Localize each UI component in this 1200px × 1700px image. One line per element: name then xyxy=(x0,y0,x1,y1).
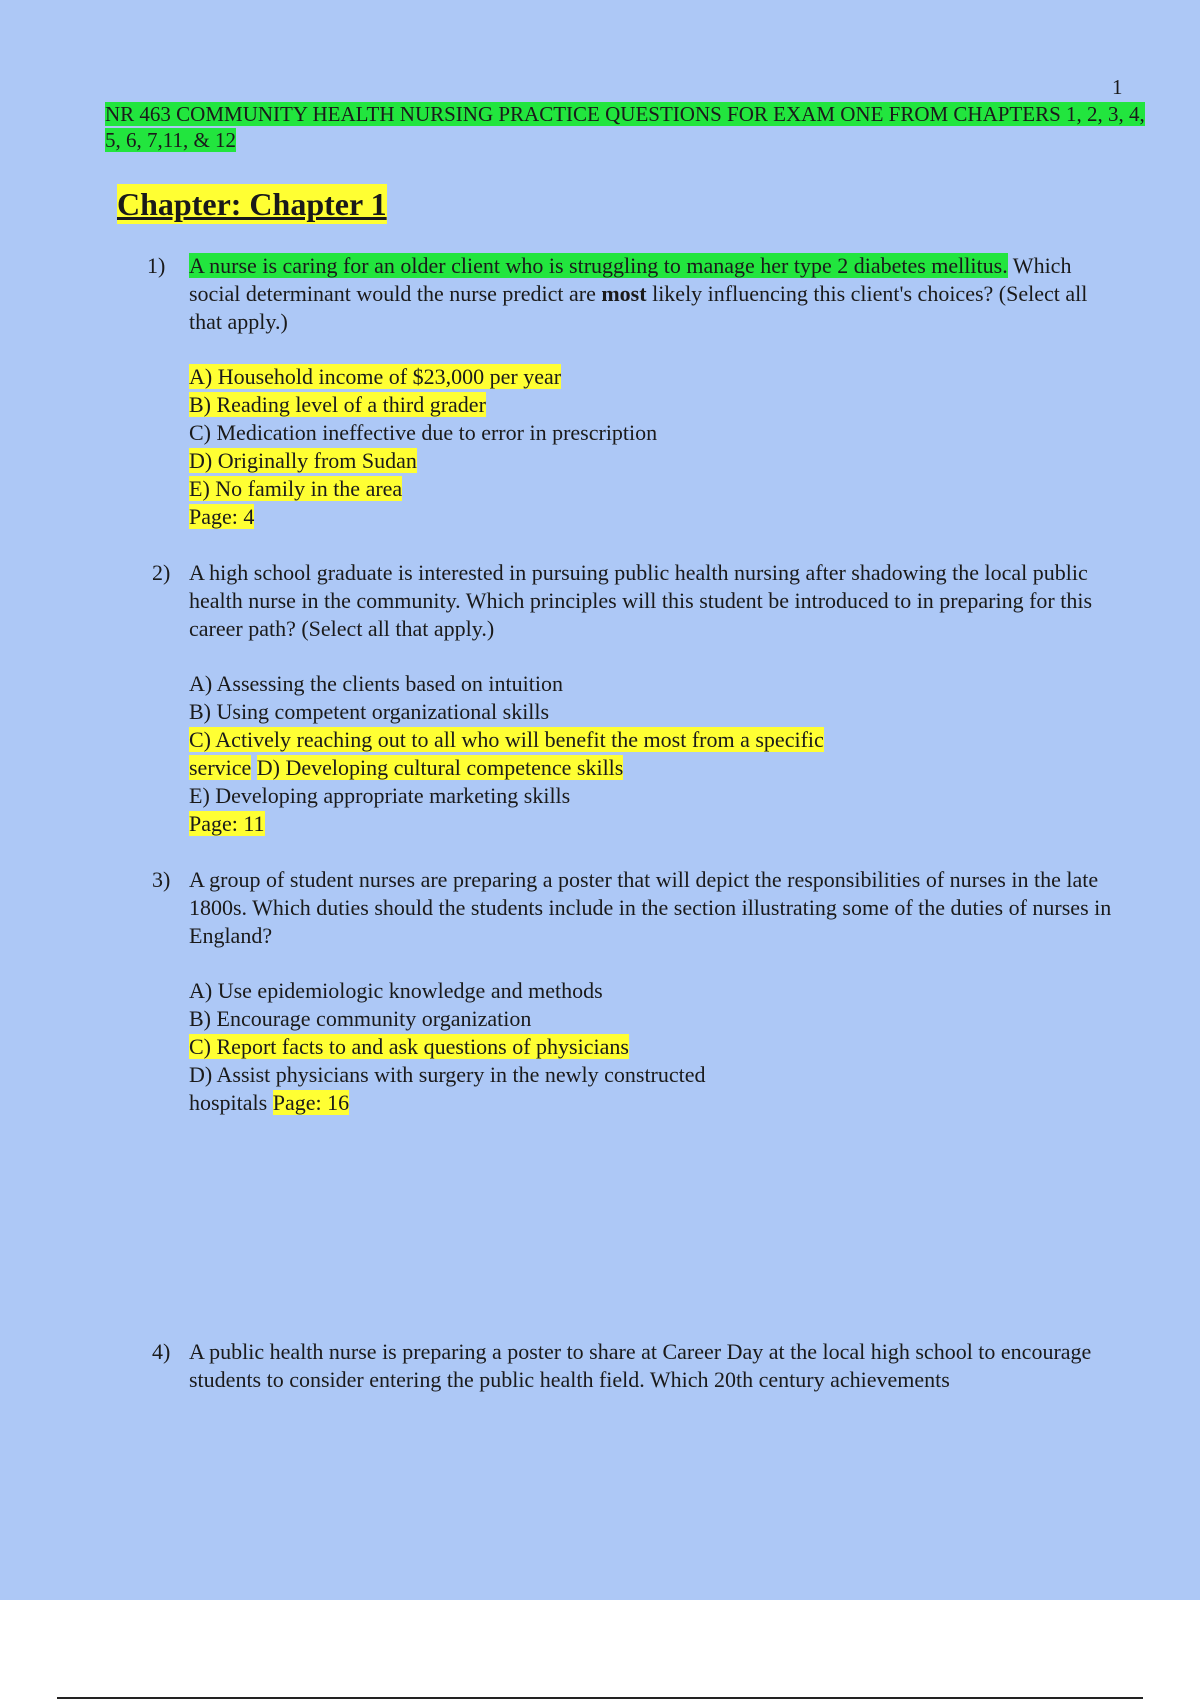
option-text: A) Use epidemiologic knowledge and methods xyxy=(189,978,603,1003)
option-text: B) Encourage community organization xyxy=(189,1006,532,1031)
option-text: D) Originally from Sudan xyxy=(189,448,417,473)
question-3-option-b xyxy=(189,1005,531,1033)
document-title-text: NR 463 COMMUNITY HEALTH NURSING PRACTICE QUESTIONS FOR EXAM ONE FROM CHAPTERS 1, 2, 3, 4, 5, 6, 7,11, & 12 xyxy=(105,102,1145,152)
question-3-option-a xyxy=(189,977,603,1005)
option-text: B) Using competent organizational skills xyxy=(189,699,550,724)
question-1-stem-part3: likely influencing this client's choices? (Select all that apply.) xyxy=(189,281,1088,334)
option-text: B) Reading level of a third grader xyxy=(189,392,486,417)
question-2-number: 2) xyxy=(152,560,171,585)
option-text: D) Assist physicians with surgery in the newly constructed xyxy=(189,1062,706,1087)
question-2-option-c xyxy=(189,726,824,754)
question-1-option-e xyxy=(189,475,402,503)
question-3-option-d xyxy=(189,1061,706,1089)
option-text: E) Developing appropriate marketing skills xyxy=(189,783,571,808)
question-1-option-b xyxy=(189,391,486,419)
option-text: service xyxy=(189,755,252,780)
chapter-heading: Chapter: Chapter 1 xyxy=(117,186,387,222)
option-text: C) Medication ineffective due to error in prescription xyxy=(189,420,658,445)
option-text: hospitals xyxy=(189,1090,273,1115)
question-2-option-c-d-line xyxy=(189,754,623,782)
question-1-stem-bold: most xyxy=(601,281,647,306)
question-2-stem: A high school graduate is interested in pursuing public health nursing after shadowing the local public health nurse in the community. Which principles will this student be introduced to in preparing for this career path? (Select all that apply.) xyxy=(189,560,1093,641)
question-1-stem xyxy=(189,252,1119,336)
question-2-option-e xyxy=(189,782,570,810)
question-1-stem-highlight: A nurse is caring for an older client who is struggling to manage her type 2 diabetes mellitus. xyxy=(189,253,1008,278)
question-1-option-d xyxy=(189,447,417,475)
question-2-option-b xyxy=(189,698,549,726)
question-1-page-ref xyxy=(189,503,254,531)
question-1-stem-part2: Which social determinant would the nurse predict are xyxy=(189,253,1072,306)
document-title xyxy=(105,101,1145,153)
option-text: A) Household income of $23,000 per year xyxy=(189,364,562,389)
question-3-option-d-cont xyxy=(189,1089,349,1117)
question-1-option-c xyxy=(189,419,657,447)
question-4-number: 4) xyxy=(152,1339,171,1364)
question-2-page-ref xyxy=(189,810,265,838)
option-text: E) No family in the area xyxy=(189,476,403,501)
page-ref-text: Page: 4 xyxy=(189,504,255,529)
bottom-divider xyxy=(57,1697,1143,1699)
option-text: D) Developing cultural competence skills xyxy=(256,755,624,780)
option-text: C) Report facts to and ask questions of physicians xyxy=(189,1034,629,1059)
page-ref-text: Page: 16 xyxy=(272,1090,350,1115)
question-2-option-a xyxy=(189,670,563,698)
page-number: 1 xyxy=(1112,75,1123,99)
question-4-stem: A public health nurse is preparing a poster to share at Career Day at the local high school to encourage students to consider entering the public health field. Which 20th century achievements xyxy=(189,1339,1092,1392)
question-3-option-c xyxy=(189,1033,629,1061)
page-ref-text: Page: 11 xyxy=(189,811,265,836)
question-3-stem: A group of student nurses are preparing a poster that will depict the responsibilities of nurses in the late 1800s. Which duties should the students include in the section illustrating some of the duties of nurses in England? xyxy=(189,867,1112,948)
option-text: C) Actively reaching out to all who will benefit the most from a specific xyxy=(189,727,824,752)
question-1-option-a xyxy=(189,363,561,391)
option-text: A) Assessing the clients based on intuition xyxy=(189,671,563,696)
question-1-number: 1) xyxy=(147,253,166,278)
question-3-number: 3) xyxy=(152,867,171,892)
